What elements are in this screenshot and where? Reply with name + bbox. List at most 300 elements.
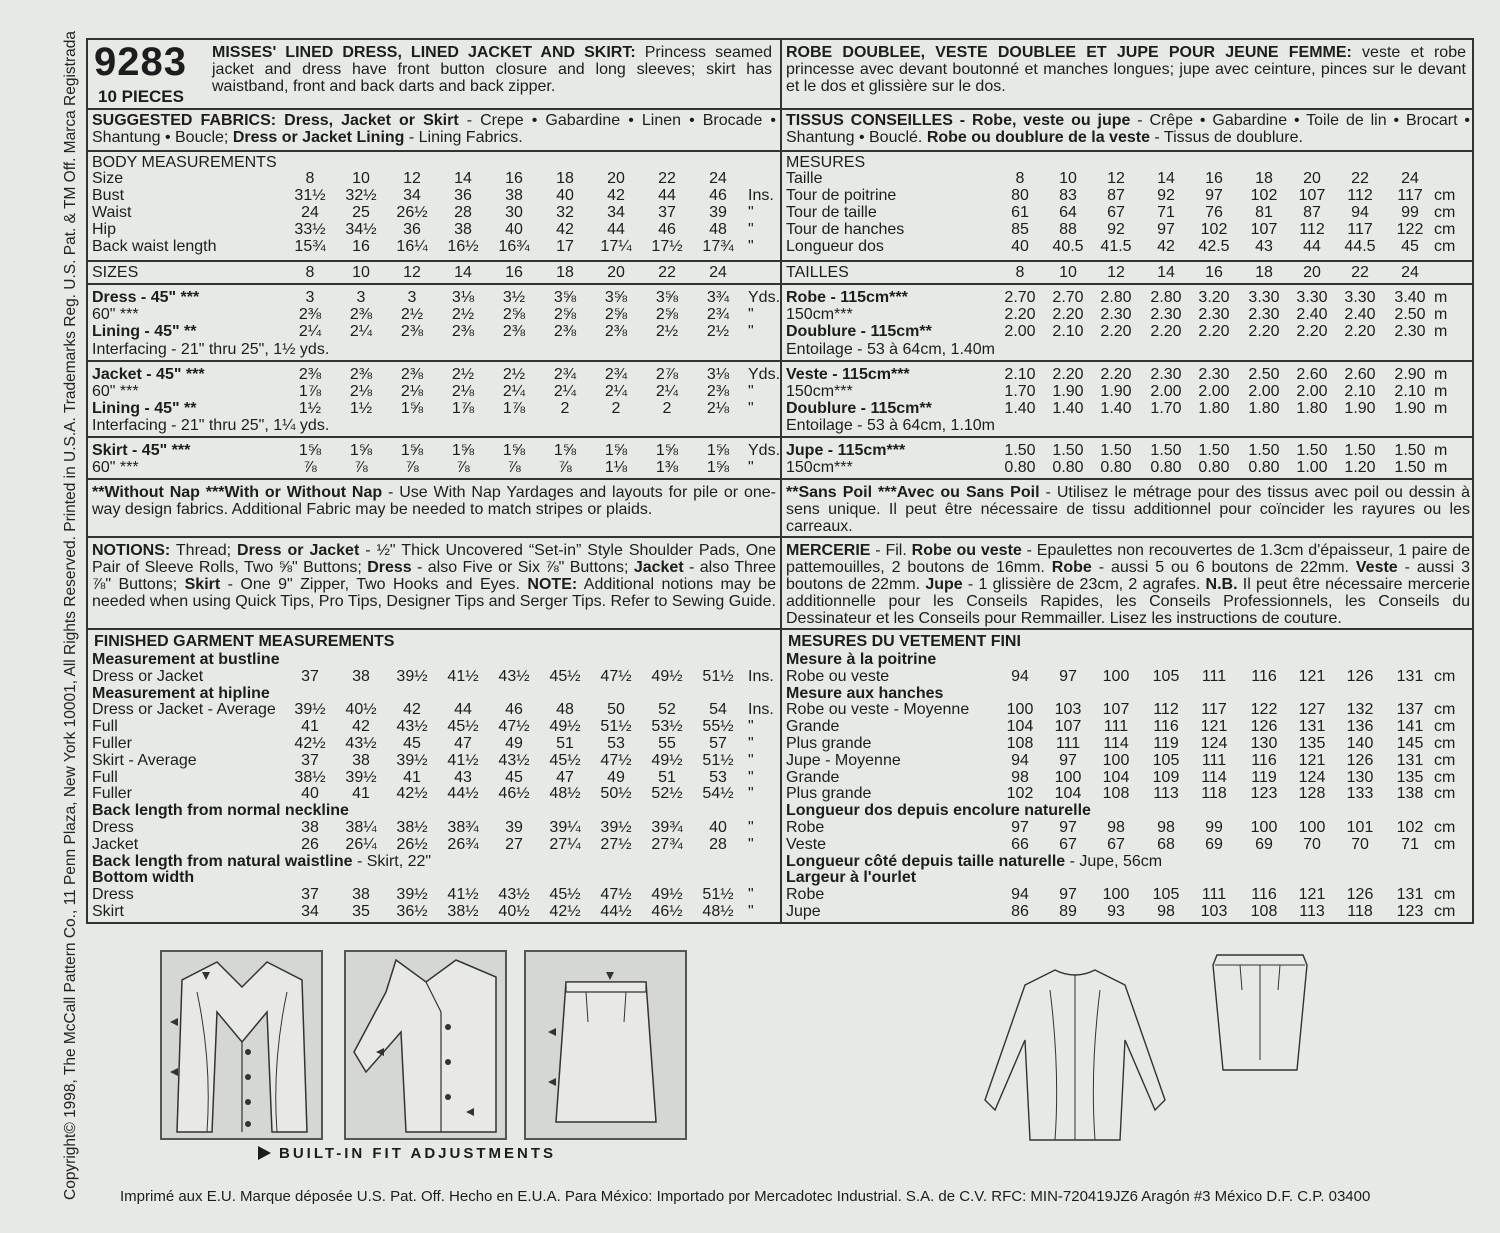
cell-value: 64 (1059, 204, 1077, 221)
cell-value: 2.10 (1004, 366, 1036, 383)
cell-value: 93 (1107, 903, 1125, 920)
cell-value: 42 (607, 187, 625, 204)
cell-value: 27 (505, 835, 523, 853)
cell-value: 108 (1006, 735, 1034, 752)
cell-value: 1.80 (1296, 400, 1328, 417)
cell-value: 116 (1251, 667, 1277, 685)
row-label: 60" *** (92, 459, 139, 476)
cell-value: 2.30 (1150, 366, 1182, 383)
cell-value: 2⅜ (706, 383, 730, 400)
cell-value: 2⅛ (706, 400, 730, 417)
cell-value: 26¾ (447, 835, 479, 853)
cell-value: 1⅛ (604, 459, 628, 476)
cell-value: 1.50 (1004, 442, 1036, 459)
row-label: Longueur côté depuis taille naturelle - Jupe, 56cm (786, 852, 1163, 870)
row-label: Dress or Jacket (92, 667, 204, 685)
cell-value: 2⅜ (400, 366, 424, 383)
unit-label: " (748, 306, 754, 323)
row-label: Jupe - 115cm*** (786, 442, 906, 459)
row-label: 150cm*** (786, 383, 853, 400)
cell-value: 140 (1346, 735, 1374, 752)
cell-value: 1.90 (1344, 400, 1376, 417)
cell-value: 8 (305, 264, 315, 281)
cell-value: 86 (1011, 903, 1029, 920)
divider (782, 436, 1474, 438)
cell-value: 2.00 (1296, 383, 1328, 400)
cell-value: 69 (1255, 835, 1273, 853)
unit-label: Ins. (748, 701, 774, 719)
cell-value: 39 (505, 819, 523, 836)
cell-value: 57 (709, 735, 727, 752)
cell-value: 1.50 (1394, 459, 1426, 476)
cell-value: 70 (1351, 835, 1369, 853)
play-arrow-icon (258, 1146, 271, 1160)
cell-value: 43½ (396, 718, 428, 736)
notions-fr: MERCERIE - Fil. Robe ou veste - Epaulettes non recouvertes de 1.3cm d'épaisseur, 1 paire de pattemouilles, 2 boutons de 16mm. Robe - aussi 5 ou 6 boutons de 22mm. Veste - aussi 3 boutons de 22mm. Jupe - 1 glissière de 23cm, 2 agrafes. N.B. Il peut être nécessaire mercerie additionnelle pour les Conseils Rapides, les Conseils Professionnels, les Conseils du Dessinateur et les Conseils pour Remmailler. Lisez les instructions de couture. (786, 542, 1470, 627)
divider (88, 283, 780, 285)
cell-value: 1⅝ (298, 442, 322, 459)
cell-value: 2.80 (1100, 289, 1132, 306)
cell-value: 47½ (600, 667, 632, 685)
cell-value: 2¼ (349, 323, 373, 340)
row-label: Veste (786, 835, 827, 853)
cell-value: 54½ (702, 785, 734, 803)
cell-value: 130 (1250, 735, 1278, 752)
cell-value: 12 (1107, 170, 1125, 187)
info-frame (86, 38, 1474, 924)
cell-value: 20 (1303, 264, 1321, 281)
cell-value: 76 (1205, 204, 1223, 221)
cell-value: 2.20 (1052, 306, 1084, 323)
row-label: 150cm*** (786, 459, 853, 476)
divider (782, 536, 1474, 538)
cell-value: 98 (1157, 819, 1175, 836)
cell-value: 98 (1107, 819, 1125, 836)
cell-value: ⅞ (558, 459, 572, 476)
row-label: Robe ou veste (786, 667, 890, 685)
cell-value: 100 (1006, 701, 1034, 719)
cell-value: 41 (301, 718, 319, 736)
skirt-icon (526, 952, 685, 1138)
unit-label: cm (1434, 221, 1456, 238)
cell-value: 15¾ (294, 238, 326, 255)
cell-value: 26½ (396, 204, 428, 221)
cell-value: 22 (658, 170, 676, 187)
cell-value: 46 (505, 701, 523, 719)
cell-value: 67 (1107, 835, 1125, 853)
cell-value: 97 (1011, 819, 1029, 836)
row-label: Measurement at bustline (92, 651, 280, 668)
row-label: 60" *** (92, 306, 139, 323)
cell-value: 46 (658, 221, 676, 238)
row-label: Bottom width (92, 869, 195, 887)
cell-value: 10 (352, 170, 370, 187)
cell-value: ⅞ (354, 459, 368, 476)
unit-label: Ins. (748, 667, 774, 685)
cell-value: 2⅝ (655, 306, 679, 323)
row-label: Plus grande (786, 735, 872, 752)
cell-value: 37 (301, 751, 319, 769)
cell-value: 0.80 (1052, 459, 1084, 476)
cell-value: 2.60 (1296, 366, 1328, 383)
cell-value: 31½ (294, 187, 326, 204)
row-label: Doublure - 115cm** (786, 400, 932, 417)
cell-value: 2⅜ (502, 323, 526, 340)
dress-back-icon (975, 950, 1175, 1150)
cell-value: 45 (1401, 238, 1419, 255)
cell-value: 116 (1251, 886, 1277, 904)
cell-value: 50 (607, 701, 625, 719)
unit-label: Ins. (748, 187, 774, 204)
cell-value: 8 (1015, 170, 1025, 187)
cell-value: 1.50 (1248, 442, 1280, 459)
cell-value: 118 (1347, 903, 1373, 920)
cell-value: 124 (1298, 768, 1326, 786)
cell-value: 1⅞ (451, 400, 475, 417)
cell-value: 38 (301, 819, 319, 836)
row-label: Full (92, 718, 118, 736)
cell-value: 2⅞ (655, 366, 679, 383)
cell-value: 2¼ (604, 383, 628, 400)
cell-value: 25 (352, 204, 370, 221)
cell-value: 30 (505, 204, 523, 221)
cell-value: 24 (709, 170, 727, 187)
cell-value: 68 (1157, 835, 1175, 853)
cell-value: 113 (1299, 903, 1325, 920)
cell-value: 37 (658, 204, 676, 221)
nap-note: **Without Nap ***With or Without Nap - Use With Nap Yardages and layouts for pile or one-way design fabrics. Additional Fabric may be needed to match stripes or plaids. (92, 484, 777, 518)
row-label: Dress or Jacket - Average (92, 701, 276, 719)
cell-value: 45½ (549, 751, 581, 769)
cell-value: 32 (556, 204, 574, 221)
unit-label: m (1434, 400, 1448, 417)
jacket-interfacing: Interfacing - 21" thru 25", 1¼ yds. (92, 417, 330, 434)
cell-value: 43½ (345, 735, 377, 752)
cell-value: 105 (1152, 886, 1180, 904)
cell-value: 99 (1205, 819, 1223, 836)
unit-label: m (1434, 366, 1448, 383)
cell-value: 2.10 (1394, 383, 1426, 400)
cell-value: 104 (1102, 768, 1130, 786)
cell-value: 44 (658, 187, 676, 204)
cell-value: 1⅝ (451, 442, 475, 459)
cell-value: 43½ (498, 667, 530, 685)
cell-value: 34 (607, 204, 625, 221)
unit-label: " (748, 383, 754, 400)
cell-value: 2⅜ (349, 306, 373, 323)
divider (88, 360, 780, 362)
cell-value: 2⅝ (502, 306, 526, 323)
cell-value: 1⅝ (502, 442, 526, 459)
cell-value: 80 (1011, 187, 1029, 204)
cell-value: 1½ (349, 400, 373, 417)
row-label: Doublure - 115cm** (786, 323, 932, 340)
divider (782, 150, 1474, 152)
cell-value: 0.80 (1150, 459, 1182, 476)
cell-value: 16 (505, 170, 523, 187)
cell-value: 46 (709, 187, 727, 204)
unit-label: m (1434, 442, 1448, 459)
cell-value: 41 (403, 768, 421, 786)
jacket-front-diagram (160, 950, 323, 1140)
cell-value: 3⅝ (604, 289, 628, 306)
unit-label: " (748, 768, 754, 786)
cell-value: 100 (1102, 886, 1130, 904)
row-label: Waist (92, 204, 132, 221)
cell-value: 131 (1396, 667, 1424, 685)
cell-value: 39½ (396, 751, 428, 769)
cell-value: 14 (454, 264, 472, 281)
cell-value: 3 (407, 289, 417, 306)
cell-value: 2⅛ (400, 383, 424, 400)
cell-value: 2.00 (1004, 323, 1036, 340)
cell-value: 42½ (294, 735, 326, 752)
english-column (88, 40, 780, 922)
row-label: Robe (786, 886, 825, 904)
cell-value: 24 (1401, 170, 1419, 187)
cell-value: 98 (1157, 903, 1175, 920)
cell-value: 10 (352, 264, 370, 281)
cell-value: 40 (301, 785, 319, 803)
cell-value: 2.30 (1150, 306, 1182, 323)
body-measurements-header: BODY MEASUREMENTS (92, 154, 277, 171)
cell-value: 66 (1011, 835, 1029, 853)
cell-value: 2.80 (1150, 289, 1182, 306)
cell-value: 16¼ (396, 238, 428, 255)
cell-value: 47½ (600, 886, 632, 904)
cell-value: 100 (1054, 768, 1082, 786)
unit-label: cm (1434, 701, 1456, 719)
row-label: Back length from normal neckline (92, 802, 349, 820)
cell-value: 1⅝ (604, 442, 628, 459)
cell-value: 49 (607, 768, 625, 786)
row-label: Back waist length (92, 238, 217, 255)
cell-value: 2.40 (1344, 306, 1376, 323)
cell-value: 2⅜ (604, 323, 628, 340)
cell-value: 48½ (702, 903, 734, 920)
unit-label: " (748, 751, 754, 769)
suggested-fabrics: SUGGESTED FABRICS: Dress, Jacket or Skirt - Crepe • Gabardine • Linen • Brocade • Shantung • Boucle; Dress or Jacket Lining - Lining Fabrics. (92, 112, 777, 146)
cell-value: ⅞ (507, 459, 521, 476)
pattern-number: 9283 (94, 40, 187, 84)
cell-value: 44½ (447, 785, 479, 803)
unit-label: m (1434, 459, 1448, 476)
unit-label: " (748, 886, 754, 904)
cell-value: 42 (556, 221, 574, 238)
row-label: Robe - 115cm*** (786, 289, 908, 306)
cell-value: 2.20 (1100, 323, 1132, 340)
cell-value: 100 (1102, 751, 1130, 769)
body-measurements-header-fr: MESURES (786, 154, 866, 171)
cell-value: 2.30 (1248, 306, 1280, 323)
row-label: Longueur dos (786, 238, 884, 255)
cell-value: 70 (1303, 835, 1321, 853)
sizes-label-fr: TAILLES (786, 264, 849, 281)
cell-value: 2.20 (1296, 323, 1328, 340)
cell-value: 107 (1298, 187, 1326, 204)
cell-value: 41½ (447, 667, 479, 685)
cell-value: 18 (1255, 264, 1273, 281)
cell-value: 2¾ (706, 306, 730, 323)
row-label: Robe (786, 819, 825, 836)
cell-value: 131 (1396, 886, 1424, 904)
unit-label: " (748, 400, 754, 417)
cell-value: 22 (658, 264, 676, 281)
divider (88, 260, 780, 262)
divider (782, 628, 1474, 630)
cell-value: 107 (1054, 718, 1082, 736)
cell-value: 3.40 (1394, 289, 1426, 306)
cell-value: 103 (1200, 903, 1228, 920)
jacket-side-icon (346, 952, 505, 1138)
cell-value: 100 (1298, 819, 1326, 836)
cell-value: 38¾ (447, 819, 479, 836)
row-label: Jacket - 45" *** (92, 366, 205, 383)
cell-value: 3⅝ (655, 289, 679, 306)
cell-value: 2.20 (1198, 323, 1230, 340)
cell-value: 16 (505, 264, 523, 281)
unit-label: m (1434, 289, 1448, 306)
cell-value: 22 (1351, 170, 1369, 187)
row-label: Taille (786, 170, 823, 187)
unit-label: cm (1434, 886, 1456, 904)
cell-value: 0.80 (1100, 459, 1132, 476)
cell-value: 34 (403, 187, 421, 204)
cell-value: 53 (607, 735, 625, 752)
cell-value: 117 (1397, 187, 1423, 204)
cell-value: 42½ (549, 903, 581, 920)
cell-value: 111 (1201, 667, 1227, 685)
cell-value: 1⅞ (502, 400, 526, 417)
cell-value: ⅞ (405, 459, 419, 476)
cell-value: 24 (301, 204, 319, 221)
cell-value: ⅞ (456, 459, 470, 476)
row-label: Hip (92, 221, 117, 238)
unit-label: Yds. (748, 366, 781, 383)
unit-label: " (748, 204, 754, 221)
cell-value: 27½ (600, 835, 632, 853)
divider (782, 360, 1474, 362)
cell-value: 40.5 (1052, 238, 1084, 255)
cell-value: 17¾ (702, 238, 734, 255)
row-label: 60" *** (92, 383, 139, 400)
cell-value: 51½ (600, 718, 632, 736)
row-label: Bust (92, 187, 125, 204)
footer-imprint: Imprimé aux E.U. Marque déposée U.S. Pat. Off. Hecho en E.U.A. Para México: Importado por Mercadotec Industrial. S.A. de C.V. RFC: MIN-720419JZ6 Aragón #3 México D.F. C.P. 03400 (120, 1188, 1371, 1205)
cell-value: 111 (1103, 718, 1129, 736)
cell-value: 111 (1201, 751, 1227, 769)
row-label: Grande (786, 768, 840, 786)
cell-value: 24 (709, 264, 727, 281)
cell-value: 123 (1396, 903, 1424, 920)
cell-value: 38 (352, 667, 370, 685)
pattern-description-fr: ROBE DOUBLEE, VESTE DOUBLEE ET JUPE POUR JEUNE FEMME: veste et robe princesse avec devant boutonné et manches longues; jupe avec ceinture, pinces sur le devant et le dos et glissière sur le dos. (786, 44, 1466, 95)
cell-value: 1.40 (1052, 400, 1084, 417)
cell-value: 2.10 (1052, 323, 1084, 340)
cell-value: 46½ (651, 903, 683, 920)
cell-value: 14 (1157, 264, 1175, 281)
cell-value: 38½ (396, 819, 428, 836)
cell-value: 2.20 (1004, 306, 1036, 323)
cell-value: 127 (1298, 701, 1326, 719)
cell-value: 50½ (600, 785, 632, 803)
row-label: Back length from natural waistline - Skirt, 22" (92, 852, 432, 870)
cell-value: 39¼ (549, 819, 581, 836)
cell-value: 1.50 (1296, 442, 1328, 459)
cell-value: 1.90 (1100, 383, 1132, 400)
cell-value: 24 (1401, 264, 1419, 281)
cell-value: 1⅞ (298, 383, 322, 400)
cell-value: 2.20 (1150, 323, 1182, 340)
cell-value: 44.5 (1344, 238, 1376, 255)
cell-value: 55½ (702, 718, 734, 736)
cell-value: 94 (1011, 667, 1029, 685)
cell-value: 85 (1011, 221, 1029, 238)
cell-value: 97 (1059, 886, 1077, 904)
cell-value: 43½ (498, 886, 530, 904)
cell-value: 43 (454, 768, 472, 786)
cell-value: 87 (1107, 187, 1125, 204)
cell-value: 98 (1011, 768, 1029, 786)
row-label: Skirt - Average (92, 751, 197, 769)
cell-value: 2.00 (1198, 383, 1230, 400)
cell-value: 2⅜ (451, 323, 475, 340)
cell-value: 135 (1298, 735, 1326, 752)
fit-adjustments-label: BUILT-IN FIT ADJUSTMENTS (258, 1145, 556, 1162)
cell-value: 44 (607, 221, 625, 238)
cell-value: 48½ (549, 785, 581, 803)
cell-value: 2¼ (553, 383, 577, 400)
cell-value: 49½ (651, 751, 683, 769)
unit-label: cm (1434, 238, 1456, 255)
cell-value: 2½ (451, 306, 475, 323)
unit-label: cm (1434, 735, 1456, 752)
row-label: Jupe (786, 903, 821, 920)
unit-label: cm (1434, 718, 1456, 736)
cell-value: 67 (1059, 835, 1077, 853)
unit-label: " (748, 819, 754, 836)
divider (88, 436, 780, 438)
cell-value: 121 (1298, 667, 1326, 685)
unit-label: " (748, 835, 754, 853)
cell-value: 1⅝ (553, 442, 577, 459)
cell-value: 126 (1346, 667, 1374, 685)
cell-value: 49½ (651, 667, 683, 685)
row-label: 150cm*** (786, 306, 853, 323)
skirt-diagram (524, 950, 687, 1140)
cell-value: 107 (1102, 701, 1130, 719)
row-label: Dress - 45" *** (92, 289, 200, 306)
cell-value: 83 (1059, 187, 1077, 204)
cell-value: 41½ (447, 751, 479, 769)
cell-value: 14 (1157, 170, 1175, 187)
jacket-back-diagram (344, 950, 507, 1140)
cell-value: 3.20 (1198, 289, 1230, 306)
unit-label: Yds. (748, 442, 781, 459)
cell-value: 27¼ (549, 835, 581, 853)
cell-value: 2 (560, 400, 570, 417)
finished-measurements-header-fr: MESURES DU VETEMENT FINI (788, 633, 1021, 650)
cell-value: 38½ (447, 903, 479, 920)
cell-value: 51½ (702, 667, 734, 685)
cell-value: 117 (1347, 221, 1373, 238)
cell-value: 3.30 (1296, 289, 1328, 306)
suggested-fabrics-fr: TISSUS CONSEILLES - Robe, veste ou jupe - Crêpe • Gabardine • Toile de lin • Brocart • Shantung • Bouclé. Robe ou doublure de la veste - Tissus de doublure. (786, 112, 1471, 146)
unit-label: cm (1434, 819, 1456, 836)
row-label: Skirt - 45" *** (92, 442, 191, 459)
cell-value: 26 (301, 835, 319, 853)
cell-value: 49 (505, 735, 523, 752)
